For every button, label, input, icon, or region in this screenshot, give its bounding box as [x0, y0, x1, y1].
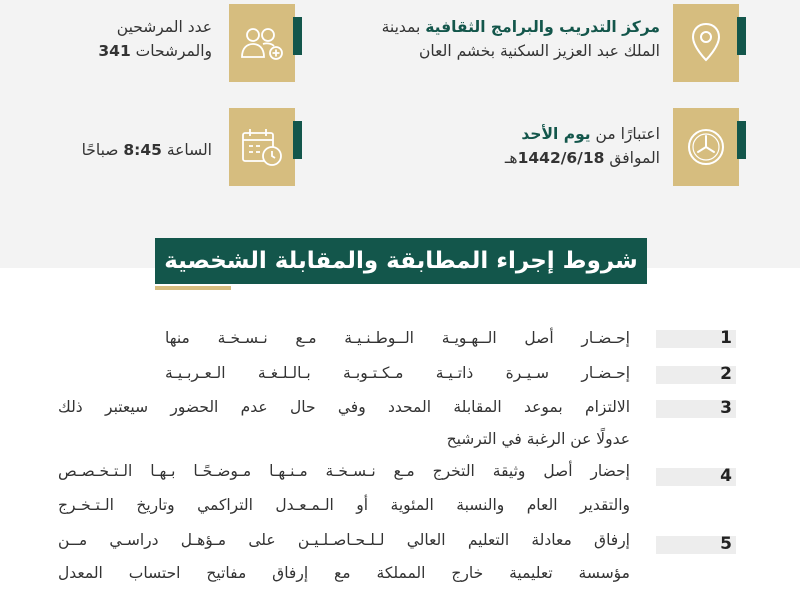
candidates-text [98, 15, 212, 63]
condition-number: 3 [720, 398, 732, 418]
map-pin-icon [686, 20, 726, 66]
time-period: صباحًا [81, 141, 124, 159]
date-label: الموافق [604, 149, 660, 167]
section-title-underline [155, 286, 231, 290]
condition-text: إرفاق معادلة التعليم العالي لـلـحـاصـلـيـن على مـؤهـل دراسـي مــن [58, 531, 630, 549]
location-city: الملك عبد العزيز السكنية بخشم العان [419, 42, 660, 60]
candidates-label-2: والمرشحات [130, 42, 212, 60]
date-suffix: هـ [504, 149, 518, 167]
people-add-icon [237, 23, 287, 63]
calendar-clock-icon [239, 125, 285, 169]
time-label: الساعة [161, 141, 212, 159]
condition-text: إحضار أصل وثيقة التخرج مـع نـسـخـة مـنـهـا مـوضـحًـا بـهـا الـتـخـصـص [58, 462, 630, 480]
location-icon-box [673, 4, 739, 82]
candidates-count: 341 [98, 42, 131, 60]
condition-text-continued: عدولًا عن الرغبة في الترشيح [446, 430, 630, 448]
condition-number: 2 [720, 364, 732, 384]
candidates-label: عدد المرشحين [116, 18, 212, 36]
location-venue: مركز التدريب والبرامج الثقافية [425, 18, 660, 36]
date-icon-box [673, 108, 739, 186]
condition-text-continued: والتقدير العام والنسبة المئوية أو الـمـعـدل التراكمي وتاريخ الـتـخـرج [58, 496, 630, 514]
condition-number: 5 [720, 534, 732, 554]
section-title: شروط إجراء المطابقة والمقابلة الشخصية [155, 238, 647, 284]
condition-number: 1 [720, 328, 732, 348]
time-text [82, 138, 212, 162]
date-day: يوم الأحد [521, 125, 591, 143]
time-value: 8:45 [123, 141, 162, 159]
location-city-prefix: بمدينة [381, 18, 426, 36]
location-text [382, 15, 660, 63]
condition-text: إحـضـار سـيـرة ذاتـيـة مـكـتـوبـة بـالـلـغـة الـعـربـيـة [165, 364, 630, 382]
condition-text-continued: مؤسسة تعليمية خارج المملكة مع إرفاق مفاتيح احتساب المعدل [58, 564, 630, 582]
condition-number: 4 [720, 466, 732, 486]
clock-icon [684, 125, 728, 169]
time-icon-box [229, 108, 295, 186]
condition-text: إحـضـار أصل الــهـويـة الــوطـنـيـة مـع نـسـخـة منها [165, 329, 630, 347]
candidates-icon-box [229, 4, 295, 82]
condition-text: الالتزام بموعد المقابلة المحدد وفي حال عدم الحضور سيعتبر ذلك [58, 398, 630, 416]
date-prefix: اعتبارًا من [590, 125, 660, 143]
date-text [505, 122, 660, 170]
date-value: 1442/6/18 [517, 149, 605, 167]
